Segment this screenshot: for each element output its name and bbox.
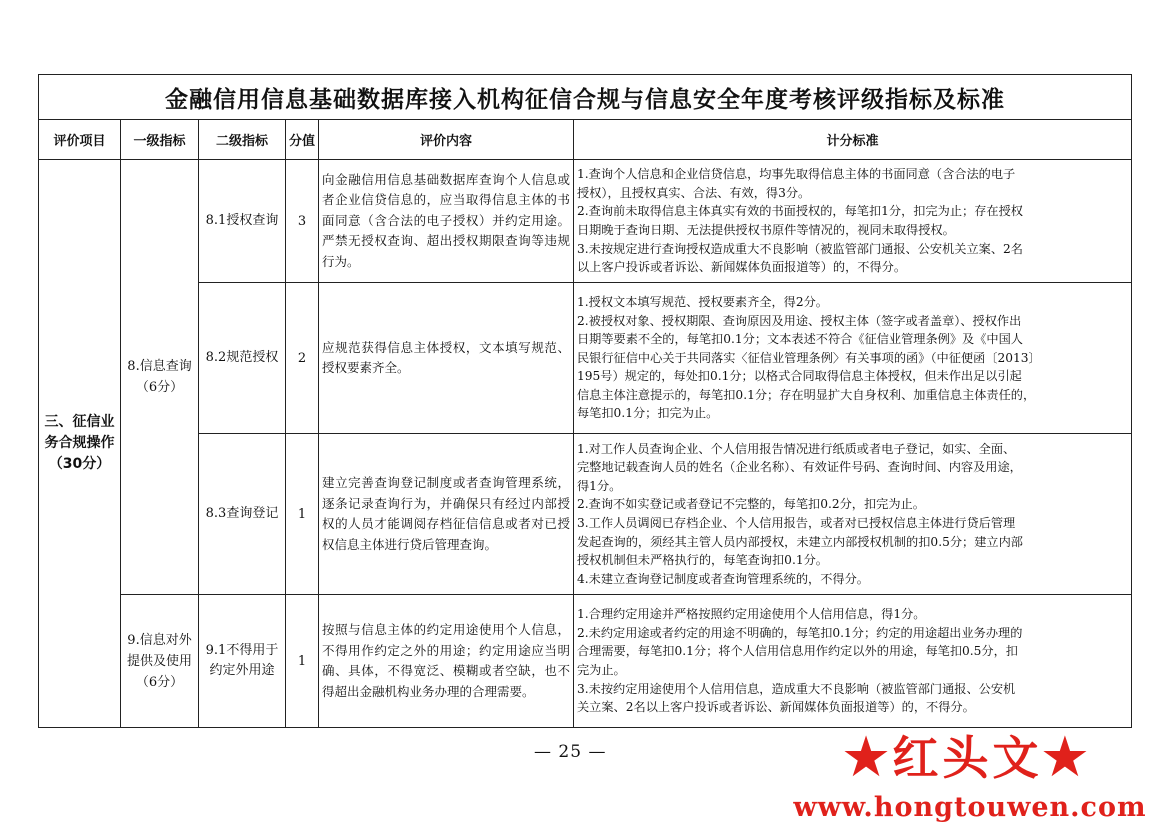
criteria-line: 1.合理约定用途并严格按照约定用途使用个人信用信息，得1分。: [577, 607, 926, 622]
criteria-line: 2.被授权对象、授权期限、查询原因及用途、授权主体（签字或者盖章）、授权作出: [577, 313, 1022, 328]
criteria-line: 每笔扣0.1分；扣完为止。: [577, 406, 719, 421]
table-row: [39, 160, 1132, 283]
criteria-line: 3.未按约定用途使用个人信用信息，造成重大不良影响（被监管部门通报、公安机: [577, 681, 1016, 696]
criteria-line: 2.查询前未取得信息主体真实有效的书面授权的，每笔扣1分，扣完为止；存在授权: [577, 204, 1023, 219]
criteria-line: 2.未约定用途或者约定的用途不明确的，每笔扣0.1分；约定的用途超出业务办理的: [577, 625, 1023, 640]
level2-indicator-cell: [199, 434, 286, 595]
content-cell: 应规范获得信息主体授权，文本填写规范、授权要素齐全。: [319, 283, 574, 434]
watermark-text: 红头文: [892, 731, 1043, 785]
level2-line: 8.2规范授权: [205, 350, 279, 365]
level1-line: （6分）: [135, 380, 184, 395]
level1-line: （6分）: [135, 674, 184, 690]
document-title: 金融信用信息基础数据库接入机构征信合规与信息安全年度考核评级指标及标准: [39, 75, 1132, 120]
header-evaluation-item: 评价项目: [39, 120, 121, 160]
score-cell: 2: [286, 283, 319, 434]
criteria-line: 1.授权文本填写规范、授权要素齐全，得2分。: [577, 294, 828, 309]
watermark: [780, 720, 1170, 827]
criteria-cell: [574, 160, 1132, 283]
level1-indicator-cell: [121, 595, 199, 728]
criteria-line: 得1分。: [577, 478, 622, 493]
level2-indicator-cell: [199, 283, 286, 434]
content-cell: 向金融信用信息基础数据库查询个人信息或者企业信贷信息的，应当取得信息主体的书面同意（含合法的电子授权）并约定用途。严禁无授权查询、超出授权期限查询等违规行为。: [319, 160, 574, 283]
table-header-row: [39, 120, 1132, 160]
criteria-line: 以上客户投诉或者诉讼、新闻媒体负面报道等）的，不得分。: [577, 260, 907, 275]
watermark-url: www.hongtouwen.com: [793, 792, 1147, 823]
criteria-line: 日期等要素不全的，每笔扣0.1分；文本表述不符合《征信业管理条例》及《中国人: [577, 332, 1023, 347]
level1-line: 提供及使用: [126, 653, 192, 669]
star-icon: ★: [843, 727, 893, 786]
criteria-line: 授权），且授权真实、合法、有效，得3分。: [577, 185, 811, 200]
criteria-line: 4.未建立查询登记制度或者查询管理系统的，不得分。: [577, 571, 869, 586]
header-score: 分值: [286, 120, 319, 160]
criteria-line: 完整地记载查询人员的姓名（企业名称）、有效证件号码、查询时间、内容及用途，: [577, 460, 1022, 475]
header-scoring-criteria: 计分标准: [574, 120, 1132, 160]
criteria-cell: [574, 434, 1132, 595]
level1-line: 9.信息对外: [127, 632, 192, 648]
table-row: [39, 595, 1132, 728]
criteria-line: 日期晚于查询日期、无法提供授权书原件等情况的，视同未取得授权。: [577, 223, 955, 237]
criteria-line: 1.对工作人员查询企业、个人信用报告情况进行纸质或者电子登记，如实、全面、: [577, 441, 1016, 456]
level2-line: 8.1授权查询: [205, 213, 279, 228]
table-row: [39, 434, 1132, 595]
page-number: — 25 —: [534, 742, 607, 762]
level2-line: 9.1不得用于: [205, 643, 279, 658]
criteria-line: 授权机制但未严格执行的，每笔查询扣0.1分。: [577, 553, 828, 568]
score-cell: 3: [286, 160, 319, 283]
level2-indicator-cell: [199, 160, 286, 283]
score-cell: 1: [286, 434, 319, 595]
evaluation-item-line: 务合规操作: [44, 435, 115, 451]
score-cell: 1: [286, 595, 319, 728]
criteria-line: 3.未按规定进行查询授权造成重大不良影响（被监管部门通报、公安机关立案、2名: [577, 241, 1023, 256]
evaluation-item-line: 三、征信业: [44, 414, 115, 430]
criteria-line: 2.查询不如实登记或者登记不完整的，每笔扣0.2分，扣完为止。: [577, 497, 925, 512]
level2-indicator-cell: [199, 595, 286, 728]
evaluation-item-cell: [39, 160, 121, 728]
header-evaluation-content: 评价内容: [319, 120, 574, 160]
criteria-line: 3.工作人员调阅已存档企业、个人信用报告，或者对已授权信息主体进行贷后管理: [577, 516, 1016, 530]
star-icon: ★: [1042, 727, 1092, 786]
criteria-line: 信息主体注意提示的，每笔扣0.1分；存在明显扩大自身权利、加重信息主体责任的，: [577, 387, 1036, 402]
header-level2-indicator: 二级指标: [199, 120, 286, 160]
level1-line: 8.信息查询: [127, 359, 192, 374]
content-cell: 按照与信息主体的约定用途使用个人信息，不得用作约定之外的用途；约定用途应当明确、具体，不得宽泛、模糊或者空缺，也不得超出金融机构业务办理的合理需要。: [319, 595, 574, 728]
criteria-cell: [574, 283, 1132, 434]
criteria-line: 1.查询个人信息和企业信贷信息，均事先取得信息主体的书面同意（含合法的电子: [577, 167, 1016, 182]
evaluation-table: [38, 74, 1132, 728]
criteria-cell: [574, 595, 1132, 728]
criteria-line: 发起查询的，须经其主管人员内部授权，未建立内部授权机制的扣0.5分；建立内部: [577, 534, 1023, 549]
criteria-line: 关立案、2名以上客户投诉或者诉讼、新闻媒体负面报道等）的，不得分。: [577, 700, 975, 715]
table-row: [39, 283, 1132, 434]
evaluation-item-line: （30分）: [48, 456, 111, 472]
content-cell: 建立完善查询登记制度或者查询管理系统，逐条记录查询行为，并确保只有经过内部授权的人员才能调阅存档征信信息或者对已授权信息主体进行贷后管理查询。: [319, 434, 574, 595]
watermark-title: [780, 722, 1155, 788]
criteria-line: 合理需要，每笔扣0.1分；将个人信用信息用作约定以外的用途，每笔扣0.5分，扣: [577, 644, 1018, 659]
level1-indicator-cell: [121, 160, 199, 595]
level2-line: 约定外用途: [209, 663, 275, 678]
criteria-line: 195号）规定的，每处扣0.1分；以格式合同取得信息主体授权，但未作出足以引起: [577, 369, 1022, 384]
criteria-line: 完为止。: [577, 663, 626, 677]
level2-line: 8.3查询登记: [205, 506, 279, 521]
criteria-line: 民银行征信中心关于共同落实〈征信业管理条例〉有关事项的函》（中征便函〔2013〕: [577, 350, 1041, 365]
header-level1-indicator: 一级指标: [121, 120, 199, 160]
